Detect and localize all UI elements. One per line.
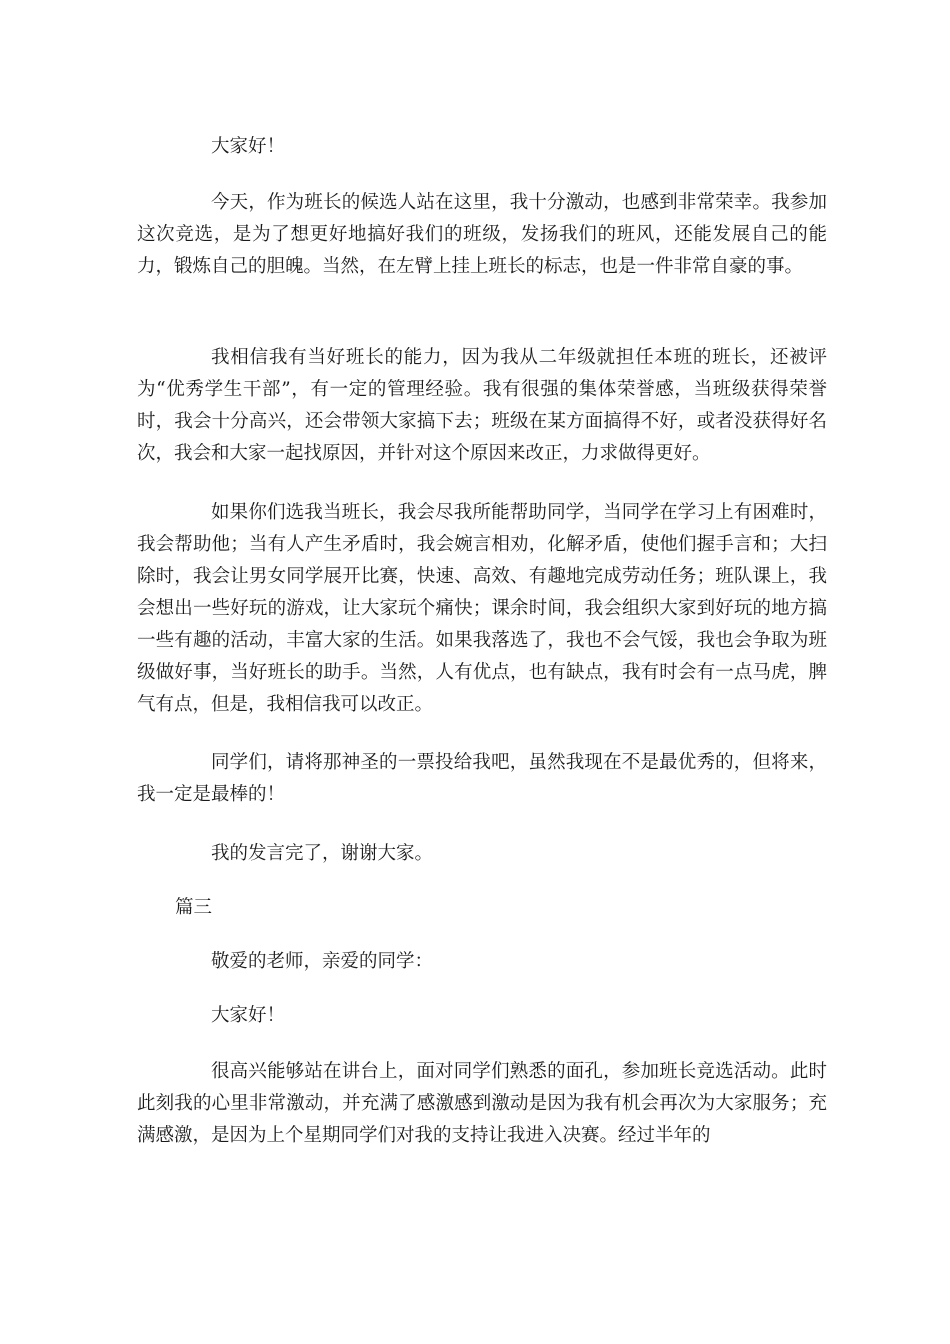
paragraph-salutation: 敬爱的老师，亲爱的同学： [211,951,434,972]
paragraph-greeting: 大家好！ [211,136,286,157]
paragraph-greeting-2: 大家好！ [211,1005,286,1026]
paragraph-appeal: 同学们，请将那神圣的一票投给我吧，虽然我现在不是最优秀的，但将来，我一定是最棒的！ [137,752,827,805]
paragraph-intro: 今天，作为班长的候选人站在这里，我十分激动，也感到非常荣幸。我参加这次竞选，是为了想更好地搞好我们的班级，发扬我们的班风，还能发展自己的能力，锻炼自己的胆魄。当然，在左臂上挂上班长的标志，也是一件非常自豪的事。 [137,192,827,277]
paragraph-promise: 如果你们选我当班长，我会尽我所能帮助同学，当同学在学习上有困难时，我会帮助他；当有人产生矛盾时，我会婉言相劝，化解矛盾，使他们握手言和；大扫除时，我会让男女同学展开比赛，快速、高效、有趣地完成劳动任务；班队课上，我会想出一些好玩的游戏，让大家玩个痛快；课余时间，我会组织大家到好玩的地方搞一些有趣的活动，丰富大家的生活。如果我落选了，我也不会气馁，我也会争取为班级做好事，当好班长的助手。当然，人有优点，也有缺点，我有时会有一点马虎，脾气有点，但是，我相信我可以改正。 [137,502,827,715]
paragraph-closing: 我的发言完了，谢谢大家。 [211,843,434,864]
paragraph-ability: 我相信我有当好班长的能力，因为我从二年级就担任本班的班长，还被评为“优秀学生干部”，有一定的管理经验。我有很强的集体荣誉感，当班级获得荣誉时，我会十分高兴，还会带领大家搞下去；班级在某方面搞得不好，或者没获得好名次，我会和大家一起找原因，并针对这个原因来改正，力求做得更好。 [137,347,827,464]
paragraph-opening: 很高兴能够站在讲台上，面对同学们熟悉的面孔，参加班长竞选活动。此时此刻我的心里非常激动，并充满了感激感到激动是因为我有机会再次为大家服务；充满感激，是因为上个星期同学们对我的支持让我进入决赛。经过半年的 [137,1061,827,1146]
section-title: 篇三 [175,897,213,918]
